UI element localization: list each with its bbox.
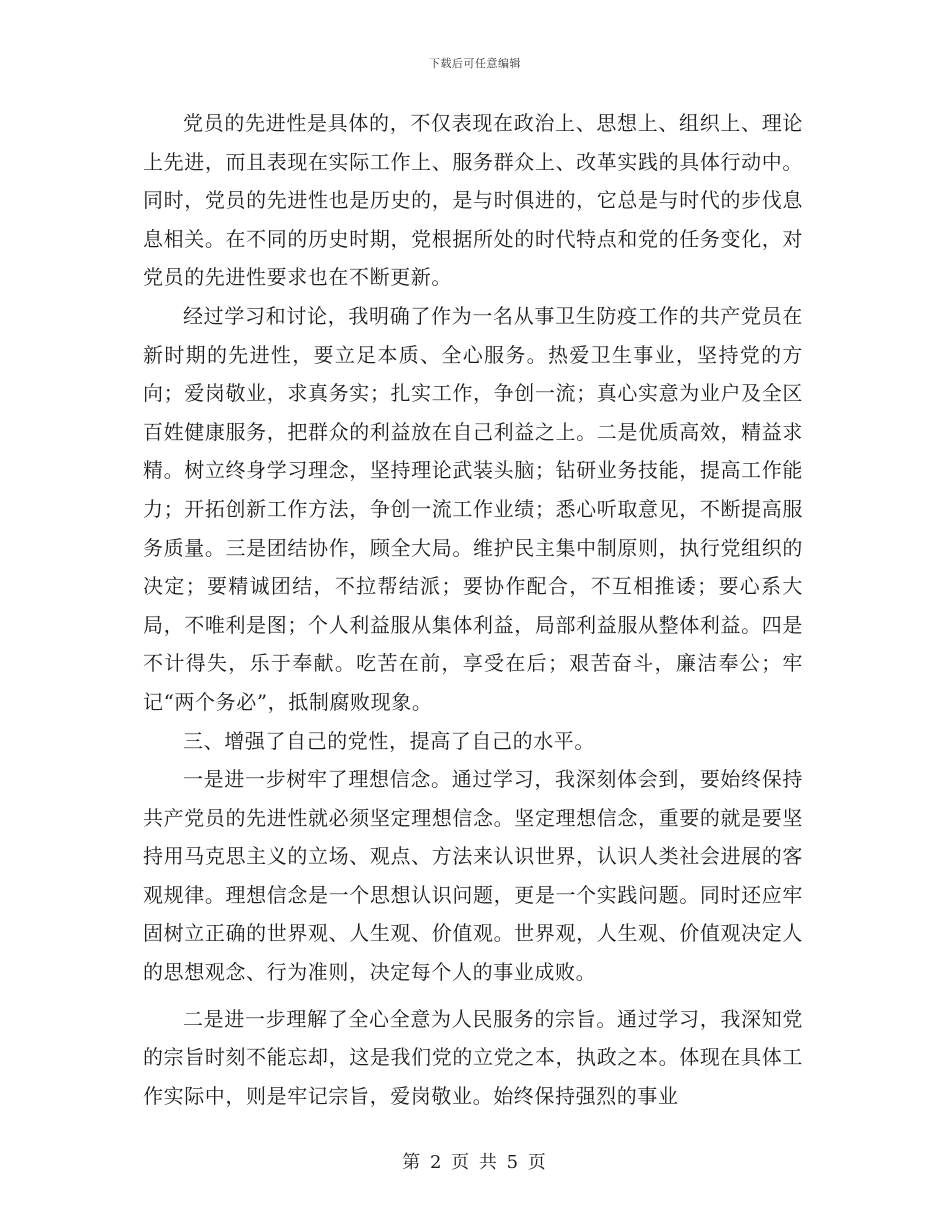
- document-body: [143, 104, 803, 1115]
- paragraph-2: 经过学习和讨论，我明确了作为一名从事卫生防疫工作的共产党员在新时期的先进性，要立足本质、全心服务。热爱卫生事业，坚持党的方向；爱岗敬业，求真务实；扎实工作，争创一流；真心实意为业户及全区百姓健康服务，把群众的利益放在自己利益之上。二是优质高效，精益求精。树立终身学习理念，坚持理论武装头脑；钻研业务技能，提高工作能力；开拓创新工作方法，争创一流工作业绩；悉心听取意见，不断提高服务质量。三是团结协作，顾全大局。维护民主集中制原则，执行党组织的决定；要精诚团结，不拉帮结派；要协作配合，不互相推诿；要心系大局，不唯利是图；个人利益服从集体利益，局部利益服从整体利益。四是不计得失，乐于奉献。吃苦在前，享受在后；艰苦奋斗，廉洁奉公；牢记“两个务必”，抵制腐败现象。: [143, 303, 803, 714]
- page-number-footer: 第 2 页 共 5 页: [402, 1152, 548, 1173]
- section-heading-3: 三、增强了自己的党性，提高了自己的水平。: [183, 728, 595, 753]
- paragraph-5: 二是进一步理解了全心全意为人民服务的宗旨。通过学习，我深知党的宗旨时刻不能忘却，这是我们党的立党之本，执政之本。体现在具体工作实际中，则是牢记宗旨，爱岗敬业。始终保持强烈的事业: [143, 1006, 803, 1108]
- paragraph-4: 一是进一步树牢了理想信念。通过学习，我深刻体会到，要始终保持共产党员的先进性就必须坚定理想信念。坚定理想信念，重要的就是要坚持用马克思主义的立场、观点、方法来认识世界，认识人类社会进展的客观规律。理想信念是一个思想认识问题，更是一个实践问题。同时还应牢固树立正确的世界观、人生观、价值观。世界观，人生观、价值观决定人的思想观念、行为准则，决定每个人的事业成败。: [143, 767, 803, 985]
- paragraph-1: 党员的先进性是具体的，不仅表现在政治上、思想上、组织上、理论上先进，而且表现在实际工作上、服务群众上、改革实践的具体行动中。同时，党员的先进性也是历史的，是与时俱进的，它总是与时代的步伐息息相关。在不同的历史时期，党根据所处的时代特点和党的任务变化，对党员的先进性要求也在不断更新。: [143, 111, 803, 290]
- page-header: 下载后可任意编辑: [429, 57, 521, 70]
